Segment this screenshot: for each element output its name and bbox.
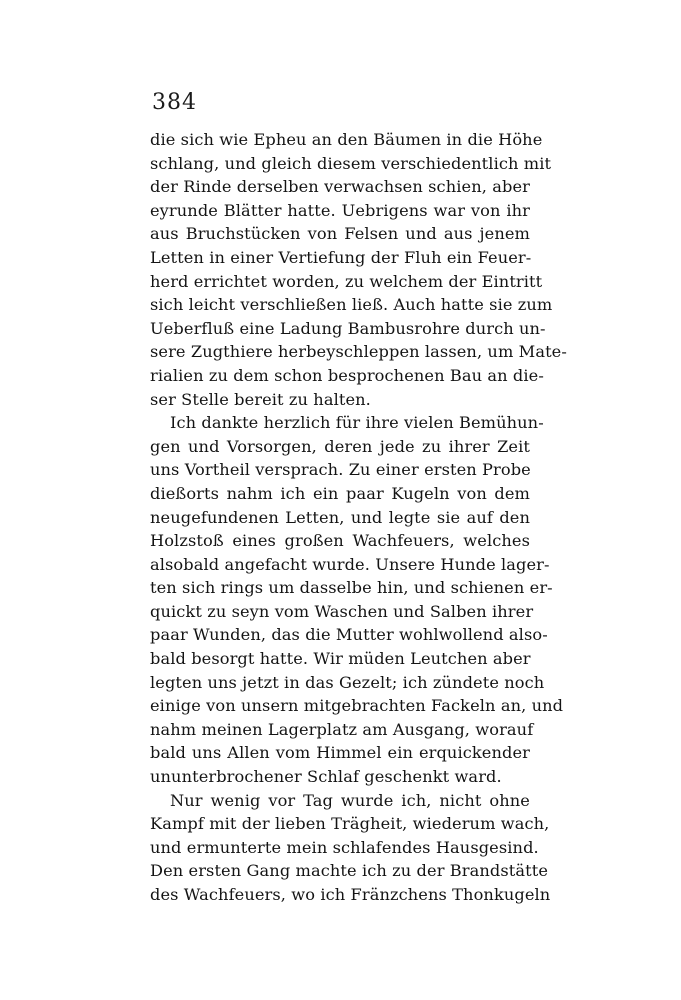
text-line: Holzstoß eines großen Wachfeuers, welches bbox=[150, 531, 530, 551]
text-line: ser Stelle bereit zu halten. bbox=[150, 389, 371, 409]
page-number: 384 bbox=[152, 90, 197, 115]
text-line: sere Zugthiere herbeyschleppen lassen, um Mate- bbox=[150, 342, 567, 362]
text-line: eyrunde Blätter hatte. Uebrigens war von ihr bbox=[150, 200, 530, 220]
text-line: sich leicht verschließen ließ. Auch hatte sie zum bbox=[150, 295, 553, 315]
text-line: neugefundenen Letten, und legte sie auf den bbox=[150, 507, 530, 527]
text-line: bald uns Allen vom Himmel ein erquickender bbox=[150, 743, 530, 763]
text-line: uns Vortheil versprach. Zu einer ersten Probe bbox=[150, 460, 531, 480]
text-line: der Rinde derselben verwachsen schien, aber bbox=[150, 177, 530, 197]
text-line: Nur wenig vor Tag wurde ich, nicht ohne bbox=[170, 790, 530, 810]
text-line: ununterbrochener Schlaf geschenkt ward. bbox=[150, 767, 502, 787]
text-line: legten uns jetzt in das Gezelt; ich zündete noch bbox=[150, 672, 545, 692]
text-line: ten sich rings um dasselbe hin, und schienen er- bbox=[150, 578, 553, 598]
text-line: einige von unsern mitgebrachten Fackeln an, und bbox=[150, 696, 564, 716]
text-line: nahm meinen Lagerplatz am Ausgang, worauf bbox=[150, 719, 534, 739]
text-line: rialien zu dem schon besprochenen Bau an die- bbox=[150, 365, 544, 385]
text-line: gen und Vorsorgen, deren jede zu ihrer Zeit bbox=[150, 436, 530, 456]
body-text bbox=[150, 128, 567, 907]
text-line: Letten in einer Vertiefung der Fluh ein Feuer- bbox=[150, 247, 532, 267]
text-line: des Wachfeuers, wo ich Fränzchens Thonkugeln bbox=[150, 885, 551, 904]
text-line: Ueberfluß eine Ladung Bambusrohre durch un- bbox=[150, 318, 546, 338]
text-line: Kampf mit der lieben Trägheit, wiederum wach, bbox=[150, 814, 550, 834]
text-line: alsobald angefacht wurde. Unsere Hunde lager- bbox=[150, 554, 550, 574]
text-line: herd errichtet worden, zu welchem der Eintritt bbox=[150, 271, 543, 291]
text-line: Ich dankte herzlich für ihre vielen Bemühun- bbox=[170, 413, 544, 433]
text-line: paar Wunden, das die Mutter wohlwollend also- bbox=[150, 625, 548, 645]
text-line: quickt zu seyn vom Waschen und Salben ihrer bbox=[150, 601, 534, 621]
text-line: aus Bruchstücken von Felsen und aus jenem bbox=[150, 224, 530, 244]
text-line: schlang, und gleich diesem verschiedentlich mit bbox=[150, 153, 552, 173]
text-line: dießorts nahm ich ein paar Kugeln von dem bbox=[150, 483, 530, 503]
text-line: und ermunterte mein schlafendes Hausgesind. bbox=[150, 837, 539, 857]
text-line: bald besorgt hatte. Wir müden Leutchen aber bbox=[150, 649, 531, 669]
text-line: Den ersten Gang machte ich zu der Brandstätte bbox=[150, 861, 549, 881]
text-line: die sich wie Epheu an den Bäumen in die Höhe bbox=[150, 130, 543, 149]
